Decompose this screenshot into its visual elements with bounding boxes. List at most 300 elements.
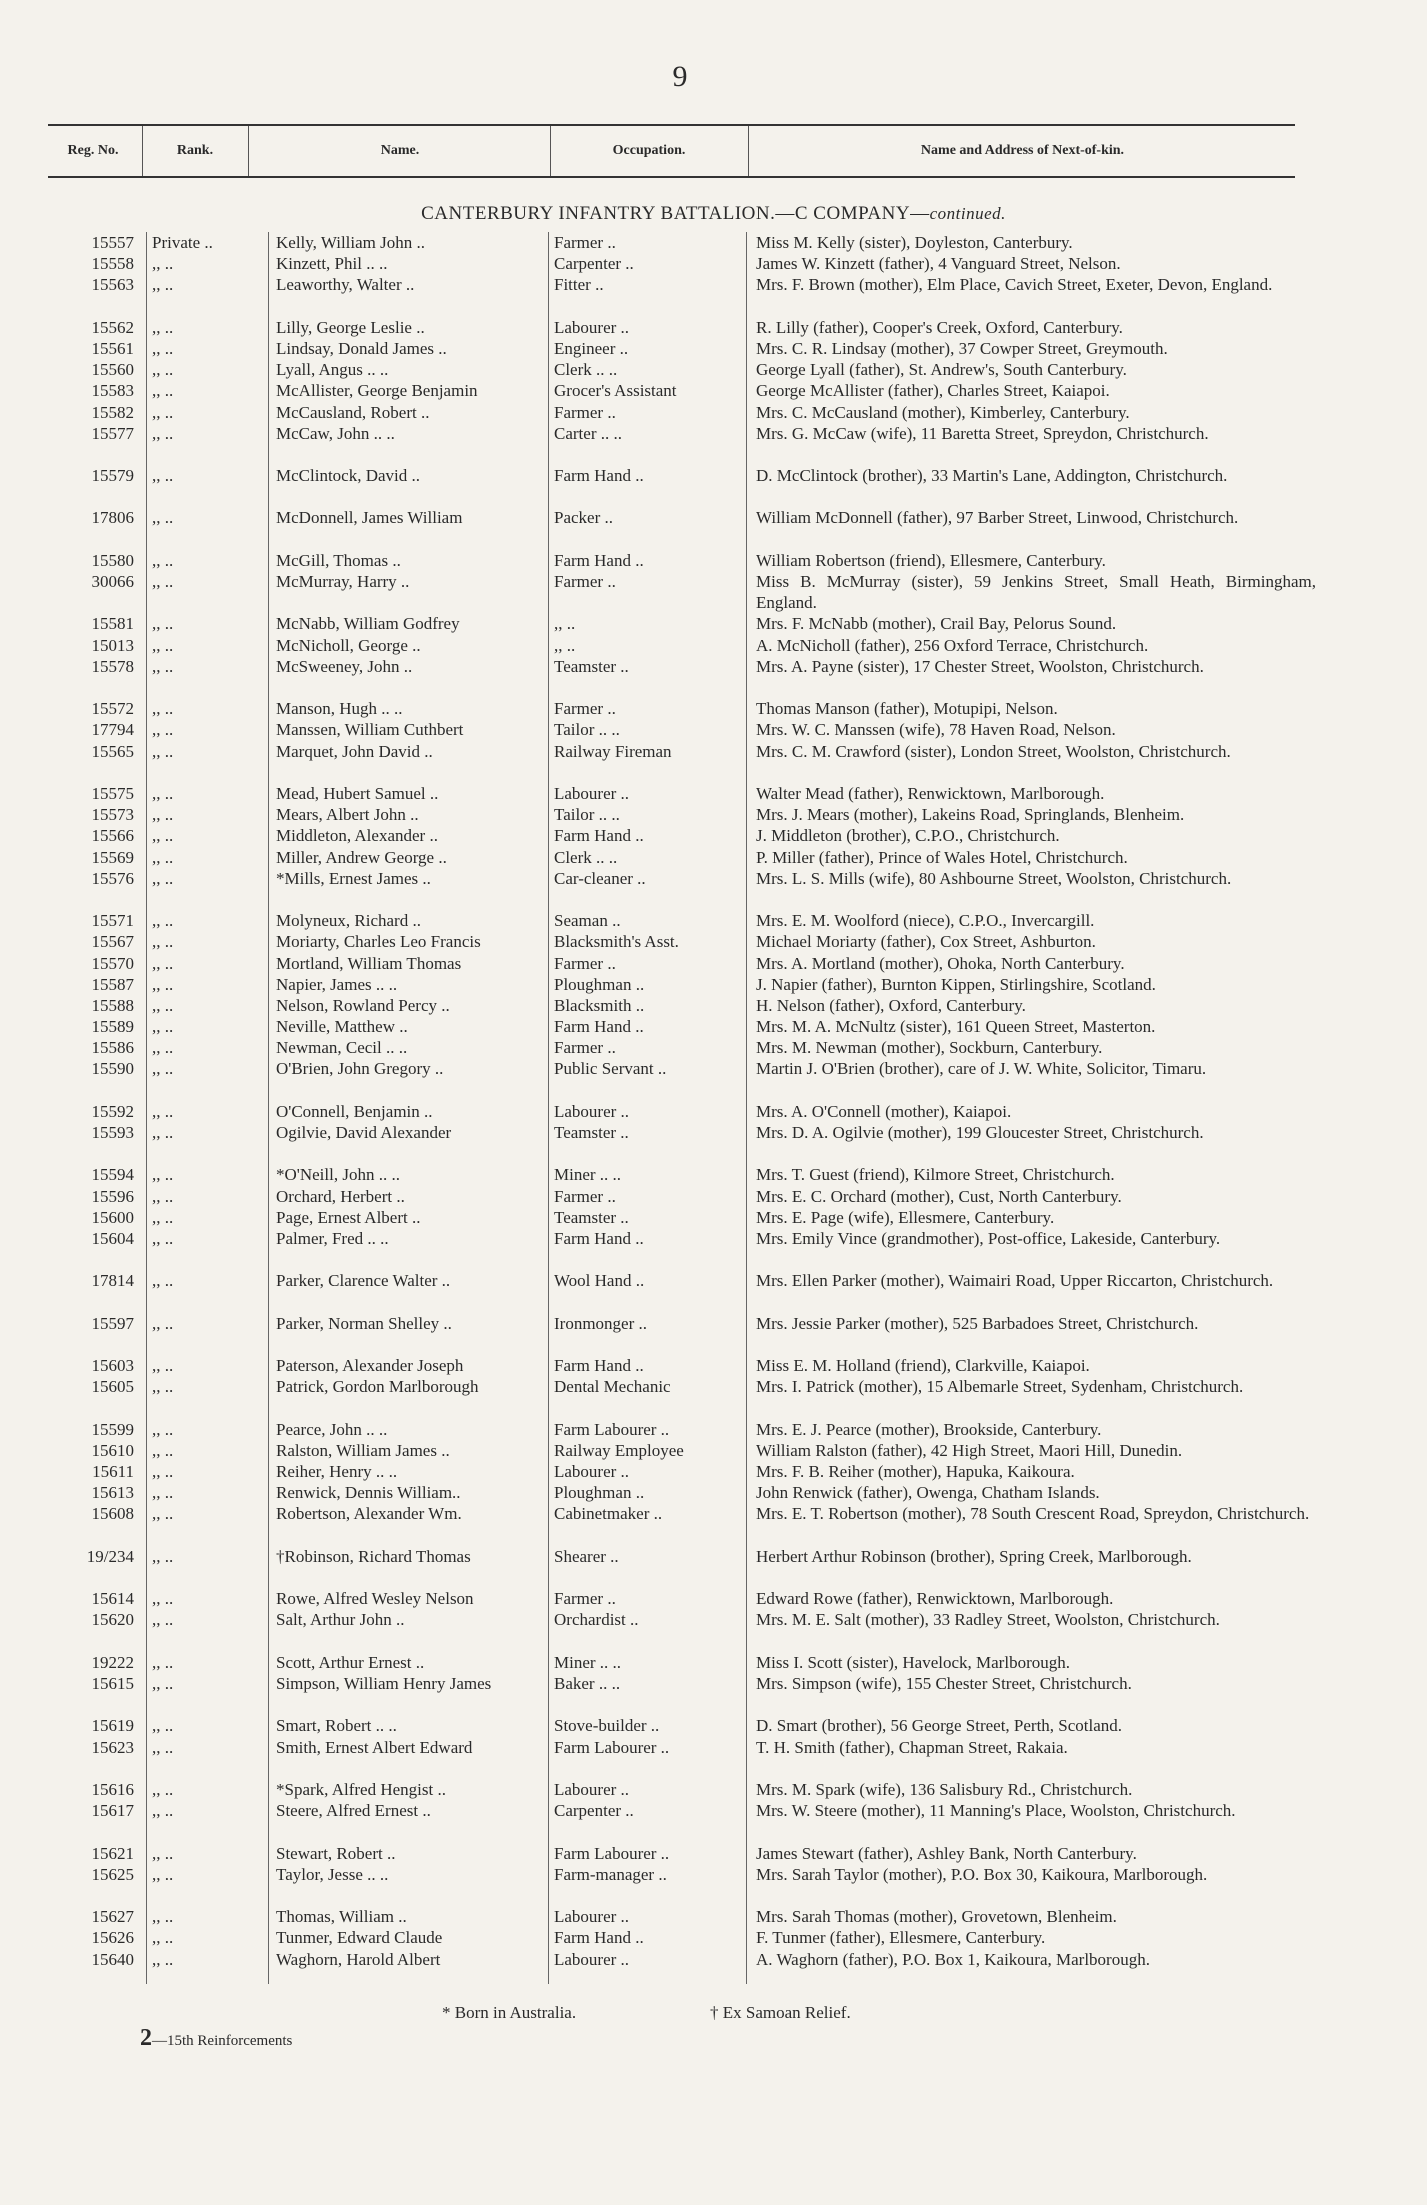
table-row (0, 635, 1427, 656)
table-row (0, 698, 1427, 719)
table-row (0, 232, 1427, 253)
occupation: Farm Hand .. (554, 550, 644, 570)
soldier-name: *Mills, Ernest James .. (276, 868, 431, 888)
soldier-name: Thomas, William .. (276, 1907, 407, 1927)
reg-no: 15610 (91, 1440, 134, 1460)
soldier-name: McCaw, John .. .. (276, 423, 395, 443)
soldier-name: Salt, Arthur John .. (276, 1610, 405, 1630)
occupation: Blacksmith's Asst. (554, 932, 679, 952)
occupation: Farmer .. (554, 233, 616, 252)
rank: ,, .. (152, 911, 174, 931)
occupation: Teamster .. (554, 1123, 629, 1143)
next-of-kin: J. Napier (father), Burnton Kippen, Stirlingshire, Scotland. (756, 974, 1156, 994)
next-of-kin: Mrs. G. McCaw (wife), 11 Baretta Street, Spreydon, Christchurch. (756, 423, 1209, 443)
occupation: Farmer .. (554, 1038, 616, 1058)
rank: ,, .. (152, 1652, 174, 1672)
occupation: ,, .. (554, 635, 576, 655)
occupation: Teamster .. (554, 656, 629, 676)
rank: ,, .. (152, 783, 174, 803)
table-row (0, 995, 1427, 1016)
rank: ,, .. (152, 932, 174, 952)
reg-no: 15625 (91, 1864, 134, 1884)
soldier-name: Lyall, Angus .. .. (276, 360, 389, 380)
next-of-kin: Mrs. J. Mears (mother), Lakeins Road, Springlands, Blenheim. (756, 805, 1185, 825)
rank: ,, .. (152, 1440, 174, 1460)
rank: ,, .. (152, 699, 174, 719)
soldier-name: Robertson, Alexander Wm. (276, 1504, 462, 1524)
table-row (0, 571, 1427, 613)
next-of-kin: Mrs. T. Guest (friend), Kilmore Street, Christchurch. (756, 1165, 1115, 1185)
reg-no: 15596 (91, 1186, 134, 1206)
rank: ,, .. (152, 1589, 174, 1609)
next-of-kin: Mrs. E. T. Robertson (mother), 78 South Crescent Road, Spreydon, Christchurch. (756, 1504, 1310, 1524)
occupation: Clerk .. .. (554, 847, 618, 867)
rank: ,, .. (152, 423, 174, 443)
rank: ,, .. (152, 1779, 174, 1799)
table-row (0, 1355, 1427, 1376)
table-row (0, 465, 1427, 507)
table-row (0, 910, 1427, 931)
occupation: Labourer .. (554, 1101, 630, 1121)
table-row (0, 1270, 1427, 1312)
reg-no: 15613 (91, 1483, 134, 1503)
occupation: Railway Fireman (554, 741, 672, 761)
occupation: Railway Employee (554, 1440, 684, 1460)
next-of-kin: Mrs. E. J. Pearce (mother), Brookside, Canterbury. (756, 1419, 1102, 1439)
table-row (0, 1440, 1427, 1461)
occupation: Seaman .. (554, 911, 621, 931)
next-of-kin: D. Smart (brother), 56 George Street, Perth, Scotland. (756, 1716, 1123, 1736)
header-rank: Rank. (176, 143, 214, 158)
table-row (0, 1588, 1427, 1609)
soldier-name: Lilly, George Leslie .. (276, 317, 425, 337)
table-header (48, 124, 1295, 178)
rank: ,, .. (152, 508, 174, 528)
occupation: Labourer .. (554, 1779, 630, 1799)
table-row (0, 868, 1427, 910)
occupation: Farm Hand .. (554, 1228, 644, 1248)
reg-no: 15569 (91, 847, 134, 867)
soldier-name: Molyneux, Richard .. (276, 911, 421, 931)
soldier-name: O'Brien, John Gregory .. (276, 1059, 444, 1079)
next-of-kin: Mrs. D. A. Ogilvie (mother), 199 Gloucester Street, Christchurch. (756, 1123, 1204, 1143)
occupation: Labourer .. (554, 1462, 630, 1482)
rank: ,, .. (152, 1610, 174, 1630)
reg-no: 15592 (91, 1101, 134, 1121)
header-reg-no: Reg. No. (67, 143, 119, 158)
reg-no: 15579 (91, 466, 134, 486)
soldier-name: McNabb, William Godfrey (276, 614, 460, 634)
reg-no: 15615 (91, 1674, 134, 1694)
next-of-kin: Mrs. M. A. McNultz (sister), 161 Queen Street, Masterton. (756, 1017, 1156, 1037)
rank: ,, .. (152, 1377, 174, 1397)
table-row (0, 719, 1427, 740)
next-of-kin: Miss I. Scott (sister), Havelock, Marlborough. (756, 1652, 1070, 1672)
table-row (0, 1122, 1427, 1164)
reg-no: 15600 (91, 1207, 134, 1227)
rank: ,, .. (152, 1313, 174, 1333)
reg-no: 17794 (91, 720, 134, 740)
next-of-kin: Edward Rowe (father), Renwicktown, Marlborough. (756, 1589, 1114, 1609)
soldier-name: McSweeney, John .. (276, 656, 413, 676)
next-of-kin: Mrs. A. Payne (sister), 17 Chester Street, Woolston, Christchurch. (756, 656, 1204, 676)
next-of-kin: J. Middleton (brother), C.P.O., Christchurch. (756, 826, 1060, 846)
reg-no: 15611 (92, 1462, 134, 1482)
soldier-name: Taylor, Jesse .. .. (276, 1864, 389, 1884)
rank: ,, .. (152, 805, 174, 825)
reg-no: 15575 (91, 783, 134, 803)
reg-no: 15558 (91, 254, 134, 274)
table-row (0, 1016, 1427, 1037)
soldier-name: McAllister, George Benjamin (276, 381, 478, 401)
next-of-kin: Herbert Arthur Robinson (brother), Spring Creek, Marlborough. (756, 1546, 1192, 1566)
reg-no: 15589 (91, 1017, 134, 1037)
table-row (0, 1503, 1427, 1545)
reg-no: 15594 (91, 1165, 134, 1185)
occupation: Grocer's Assistant (554, 381, 677, 401)
soldier-name: Ralston, William James .. (276, 1440, 450, 1460)
soldier-name: *Spark, Alfred Hengist .. (276, 1779, 446, 1799)
table-row (0, 359, 1427, 380)
next-of-kin: Mrs. E. Page (wife), Ellesmere, Canterbury. (756, 1207, 1055, 1227)
table-row (0, 1949, 1427, 1970)
reg-no: 15565 (91, 741, 134, 761)
next-of-kin: Mrs. A. O'Connell (mother), Kaiapoi. (756, 1101, 1012, 1121)
soldier-name: Paterson, Alexander Joseph (276, 1356, 464, 1376)
soldier-name: Kinzett, Phil .. .. (276, 254, 388, 274)
soldier-name: McClintock, David .. (276, 466, 421, 486)
occupation: Dental Mechanic (554, 1377, 671, 1397)
occupation: Wool Hand .. (554, 1271, 645, 1291)
reg-no: 15578 (91, 656, 134, 676)
table-row (0, 274, 1427, 316)
rank: ,, .. (152, 1843, 174, 1863)
reg-no: 15571 (91, 911, 134, 931)
next-of-kin: William McDonnell (father), 97 Barber Street, Linwood, Christchurch. (756, 508, 1239, 528)
next-of-kin: James W. Kinzett (father), 4 Vanguard Street, Nelson. (756, 254, 1121, 274)
occupation: Ironmonger .. (554, 1313, 648, 1333)
soldier-name: Nelson, Rowland Percy .. (276, 995, 450, 1015)
reg-no: 15623 (91, 1737, 134, 1757)
reg-no: 15566 (91, 826, 134, 846)
soldier-name: Steere, Alfred Ernest .. (276, 1801, 431, 1821)
table-row (0, 1164, 1427, 1185)
table-row (0, 423, 1427, 465)
next-of-kin: Mrs. F. B. Reiher (mother), Hapuka, Kaikoura. (756, 1462, 1075, 1482)
next-of-kin: Mrs. M. Newman (mother), Sockburn, Canterbury. (756, 1038, 1103, 1058)
rank: ,, .. (152, 1271, 174, 1291)
occupation: Shearer .. (554, 1546, 619, 1566)
rank: ,, .. (152, 1165, 174, 1185)
occupation: Orchardist .. (554, 1610, 639, 1630)
next-of-kin: Mrs. I. Patrick (mother), 15 Albemarle Street, Sydenham, Christchurch. (756, 1377, 1244, 1397)
soldier-name: McNicholl, George .. (276, 635, 421, 655)
next-of-kin: A. McNicholl (father), 256 Oxford Terrace, Christchurch. (756, 635, 1149, 655)
table-row (0, 402, 1427, 423)
rank: ,, .. (152, 1483, 174, 1503)
occupation: Fitter .. (554, 275, 604, 295)
occupation: Ploughman .. (554, 1483, 645, 1503)
soldier-name: Middleton, Alexander .. (276, 826, 438, 846)
occupation: Miner .. .. (554, 1165, 622, 1185)
table-row (0, 1673, 1427, 1715)
next-of-kin: James Stewart (father), Ashley Bank, North Canterbury. (756, 1843, 1137, 1863)
next-of-kin: Walter Mead (father), Renwicktown, Marlborough. (756, 783, 1105, 803)
reg-no: 15614 (91, 1589, 134, 1609)
next-of-kin: Mrs. Ellen Parker (mother), Waimairi Road, Upper Riccarton, Christchurch. (756, 1271, 1274, 1291)
next-of-kin: Miss E. M. Holland (friend), Clarkville, Kaiapoi. (756, 1356, 1090, 1376)
soldier-name: †Robinson, Richard Thomas (276, 1546, 471, 1566)
rank: ,, .. (152, 1059, 174, 1079)
next-of-kin: Martin J. O'Brien (brother), care of J. W. White, Solicitor, Timaru. (756, 1059, 1207, 1079)
soldier-name: Stewart, Robert .. (276, 1843, 396, 1863)
table-row (0, 847, 1427, 868)
soldier-name: Renwick, Dennis William.. (276, 1483, 461, 1503)
reg-no: 15603 (91, 1356, 134, 1376)
table-row (0, 613, 1427, 634)
next-of-kin: Miss M. Kelly (sister), Doyleston, Canterbury. (756, 233, 1073, 252)
reg-no: 15561 (91, 338, 134, 358)
occupation: Farm Hand .. (554, 1928, 644, 1948)
rank: ,, .. (152, 1207, 174, 1227)
occupation: Farm Labourer .. (554, 1843, 670, 1863)
table-row (0, 974, 1427, 995)
footnote-born-in-australia: * Born in Australia. (442, 2003, 577, 2022)
rank: ,, .. (152, 338, 174, 358)
reg-no: 15562 (91, 317, 134, 337)
reg-no: 15616 (91, 1779, 134, 1799)
table-row (0, 1906, 1427, 1927)
reg-no: 15588 (91, 995, 134, 1015)
next-of-kin: D. McClintock (brother), 33 Martin's Lane, Addington, Christchurch. (756, 466, 1228, 486)
occupation: Carter .. .. (554, 423, 622, 443)
occupation: Teamster .. (554, 1207, 629, 1227)
occupation: Farmer .. (554, 572, 616, 592)
occupation: Carpenter .. (554, 1801, 634, 1821)
table-row (0, 1800, 1427, 1842)
next-of-kin: A. Waghorn (father), P.O. Box 1, Kaikoura, Marlborough. (756, 1949, 1150, 1969)
occupation: Farm Hand .. (554, 826, 644, 846)
reg-no: 15580 (91, 550, 134, 570)
table-row (0, 317, 1427, 338)
soldier-name: Miller, Andrew George .. (276, 847, 447, 867)
rank: ,, .. (152, 254, 174, 274)
occupation: Blacksmith .. (554, 995, 645, 1015)
section-title-continued: continued. (929, 204, 1006, 223)
rank: ,, .. (152, 1674, 174, 1694)
soldier-name: McGill, Thomas .. (276, 550, 401, 570)
table-row (0, 741, 1427, 783)
table-row (0, 1737, 1427, 1779)
rank: ,, .. (152, 1038, 174, 1058)
soldier-name: Scott, Arthur Ernest .. (276, 1652, 425, 1672)
soldier-name: Ogilvie, David Alexander (276, 1123, 452, 1143)
rank: ,, .. (152, 1228, 174, 1248)
rank: ,, .. (152, 1716, 174, 1736)
rank: ,, .. (152, 466, 174, 486)
table-row (0, 1419, 1427, 1440)
occupation: Carpenter .. (554, 254, 634, 274)
header-divider (550, 126, 551, 176)
reg-no: 15013 (91, 635, 134, 655)
next-of-kin: John Renwick (father), Owenga, Chatham Islands. (756, 1483, 1100, 1503)
soldier-name: Smith, Ernest Albert Edward (276, 1737, 473, 1757)
reg-no: 15567 (91, 932, 134, 952)
occupation: Farm Labourer .. (554, 1419, 670, 1439)
rank: ,, .. (152, 635, 174, 655)
soldier-name: McDonnell, James William (276, 508, 463, 528)
soldier-name: O'Connell, Benjamin .. (276, 1101, 433, 1121)
rank: Private .. (152, 233, 213, 252)
soldier-name: McMurray, Harry .. (276, 572, 410, 592)
table-row (0, 507, 1427, 549)
reg-no: 15617 (91, 1801, 134, 1821)
table-row (0, 1482, 1427, 1503)
table-row (0, 1207, 1427, 1228)
rank: ,, .. (152, 381, 174, 401)
occupation: Car-cleaner .. (554, 868, 646, 888)
next-of-kin: Mrs. W. Steere (mother), 11 Manning's Place, Woolston, Christchurch. (756, 1801, 1236, 1821)
occupation: Farm-manager .. (554, 1864, 667, 1884)
rank: ,, .. (152, 995, 174, 1015)
reg-no: 15626 (91, 1928, 134, 1948)
next-of-kin: Mrs. Sarah Thomas (mother), Grovetown, Blenheim. (756, 1907, 1117, 1927)
occupation: Stove-builder .. (554, 1716, 660, 1736)
reg-no: 15576 (91, 868, 134, 888)
soldier-name: Manssen, William Cuthbert (276, 720, 464, 740)
occupation: Cabinetmaker .. (554, 1504, 663, 1524)
occupation: Tailor .. .. (554, 805, 620, 825)
reg-no: 17806 (91, 508, 134, 528)
rank: ,, .. (152, 953, 174, 973)
next-of-kin: William Ralston (father), 42 High Street, Maori Hill, Dunedin. (756, 1440, 1183, 1460)
next-of-kin: Mrs. E. C. Orchard (mother), Cust, North Canterbury. (756, 1186, 1122, 1206)
rank: ,, .. (152, 826, 174, 846)
table-row (0, 1313, 1427, 1355)
occupation: Miner .. .. (554, 1652, 622, 1672)
occupation: Farm Hand .. (554, 1017, 644, 1037)
rank: ,, .. (152, 1737, 174, 1757)
soldier-name: Page, Ernest Albert .. (276, 1207, 421, 1227)
rank: ,, .. (152, 1186, 174, 1206)
reg-no: 15572 (91, 699, 134, 719)
reg-no: 19222 (91, 1652, 134, 1672)
next-of-kin: Mrs. Simpson (wife), 155 Chester Street, Christchurch. (756, 1674, 1132, 1694)
table-row (0, 253, 1427, 274)
rank: ,, .. (152, 1949, 174, 1969)
occupation: Packer .. (554, 508, 614, 528)
footer-text: —15th Reinforcements (152, 2033, 293, 2049)
reg-no: 15627 (91, 1907, 134, 1927)
soldier-name: Parker, Clarence Walter .. (276, 1271, 451, 1291)
header-divider (248, 126, 249, 176)
header-occupation: Occupation. (612, 143, 686, 158)
occupation: ,, .. (554, 614, 576, 634)
reg-no: 15557 (91, 233, 134, 252)
soldier-name: Neville, Matthew .. (276, 1017, 408, 1037)
roll-table (0, 232, 1427, 1970)
table-row (0, 1927, 1427, 1948)
footer-reinforcements (140, 2025, 292, 2052)
table-row (0, 1715, 1427, 1736)
table-row (0, 1037, 1427, 1058)
rank: ,, .. (152, 1462, 174, 1482)
table-row (0, 1058, 1427, 1100)
occupation: Public Servant .. (554, 1059, 667, 1079)
next-of-kin: George McAllister (father), Charles Street, Kaiapoi. (756, 381, 1110, 401)
next-of-kin: F. Tunmer (father), Ellesmere, Canterbury. (756, 1928, 1046, 1948)
soldier-name: Reiher, Henry .. .. (276, 1462, 398, 1482)
rank: ,, .. (152, 868, 174, 888)
header-name: Name. (380, 143, 420, 158)
table-row (0, 1652, 1427, 1673)
rank: ,, .. (152, 1546, 174, 1566)
rank: ,, .. (152, 1907, 174, 1927)
soldier-name: Lindsay, Donald James .. (276, 338, 447, 358)
reg-no: 15599 (91, 1419, 134, 1439)
reg-no: 15573 (91, 805, 134, 825)
reg-no: 15620 (91, 1610, 134, 1630)
next-of-kin: Mrs. F. Brown (mother), Elm Place, Cavich Street, Exeter, Devon, England. (756, 275, 1273, 295)
section-title-text: CANTERBURY INFANTRY BATTALION.—C COMPANY— (421, 203, 930, 224)
reg-no: 15581 (91, 614, 134, 634)
soldier-name: Rowe, Alfred Wesley Nelson (276, 1589, 474, 1609)
table-row (0, 1546, 1427, 1588)
occupation: Labourer .. (554, 1949, 630, 1969)
soldier-name: Kelly, William John .. (276, 233, 425, 252)
section-title (0, 203, 1427, 225)
table-row (0, 1228, 1427, 1270)
table-row (0, 1609, 1427, 1651)
rank: ,, .. (152, 1504, 174, 1524)
reg-no: 15583 (91, 381, 134, 401)
reg-no: 15604 (91, 1228, 134, 1248)
next-of-kin: Mrs. A. Mortland (mother), Ohoka, North Canterbury. (756, 953, 1125, 973)
soldier-name: Mortland, William Thomas (276, 953, 462, 973)
reg-no: 15593 (91, 1123, 134, 1143)
next-of-kin: George Lyall (father), St. Andrew's, South Canterbury. (756, 360, 1127, 380)
rank: ,, .. (152, 550, 174, 570)
table-row (0, 380, 1427, 401)
occupation: Labourer .. (554, 317, 630, 337)
table-row (0, 804, 1427, 825)
rank: ,, .. (152, 741, 174, 761)
occupation: Farm Hand .. (554, 1356, 644, 1376)
footer-number: 2 (140, 2025, 152, 2051)
next-of-kin: T. H. Smith (father), Chapman Street, Rakaia. (756, 1737, 1068, 1757)
rank: ,, .. (152, 614, 174, 634)
next-of-kin: Mrs. C. McCausland (mother), Kimberley, Canterbury. (756, 402, 1130, 422)
soldier-name: Patrick, Gordon Marlborough (276, 1377, 479, 1397)
reg-no: 15570 (91, 953, 134, 973)
reg-no: 17814 (91, 1271, 134, 1291)
rank: ,, .. (152, 1101, 174, 1121)
header-divider (748, 126, 749, 176)
rank: ,, .. (152, 1419, 174, 1439)
header-divider (142, 126, 143, 176)
reg-no: 19/234 (86, 1546, 134, 1566)
soldier-name: McCausland, Robert .. (276, 402, 430, 422)
rank: ,, .. (152, 317, 174, 337)
occupation: Tailor .. .. (554, 720, 620, 740)
reg-no: 15587 (91, 974, 134, 994)
rank: ,, .. (152, 656, 174, 676)
soldier-name: *O'Neill, John .. .. (276, 1165, 400, 1185)
rank: ,, .. (152, 847, 174, 867)
rank: ,, .. (152, 1017, 174, 1037)
rank: ,, .. (152, 572, 174, 592)
next-of-kin: Mrs. M. Spark (wife), 136 Salisbury Rd., Christchurch. (756, 1779, 1133, 1799)
